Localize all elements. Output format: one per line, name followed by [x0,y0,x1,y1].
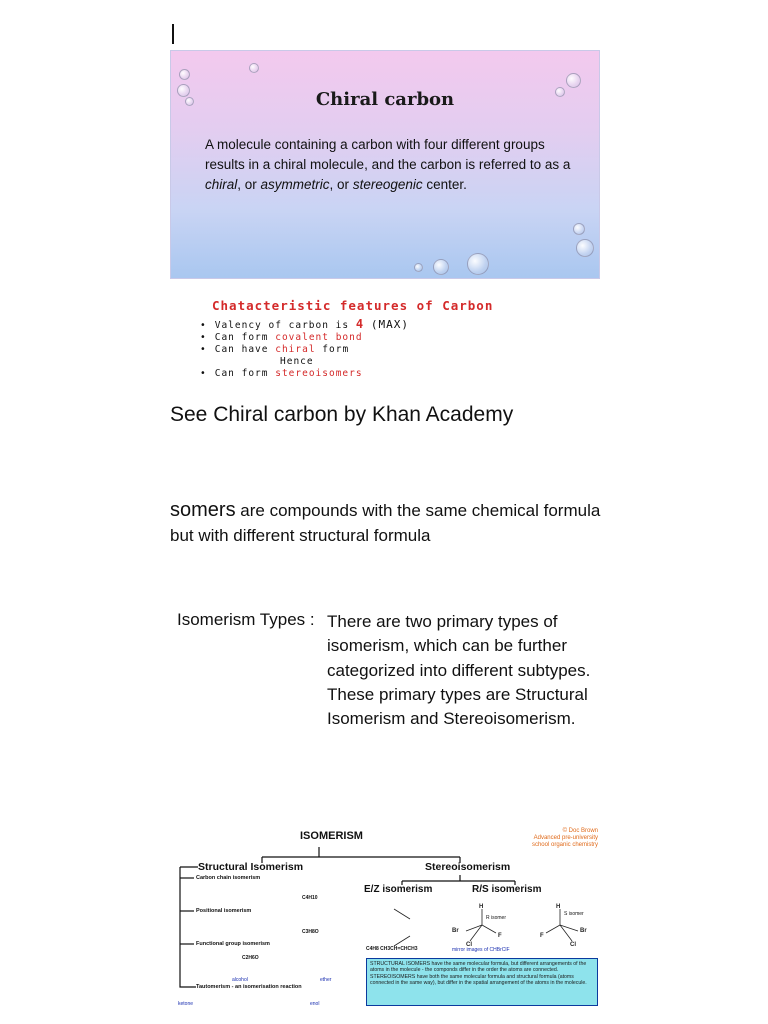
svg-text:F: F [540,933,544,939]
formula-c2h6o: C2H6O [242,955,259,961]
bubble-decoration [179,69,190,80]
list-item: • Can form stereoisomers [200,368,580,380]
mirror-images-label: mirror images of CHBrClF [452,947,510,953]
chiral-carbon-slide [170,50,600,279]
svg-text:Cl: Cl [570,942,576,948]
svg-text:H: H [556,904,561,910]
ketone-label: ketone [178,1001,194,1007]
isomers-explanation-note: STRUCTURAL ISOMERS have the same molecular formula, but different arrangements of the atoms in the molecule - the componds differ in the order the atoms are connected. STEREOISOMERS have both the same molecular formula and structural formula (atoms connected in the same way), but differ in the spatial arrangement of the atoms in the molecule. [366,958,598,1006]
ether-label: ether [320,977,332,983]
bubble-decoration [467,253,489,275]
isomers-definition: somers are compounds with the same chemical formula but with different structural formula [170,499,601,545]
bubble-decoration [576,239,594,257]
enol-label: enol [310,1001,320,1007]
stereoisomerism-label: Stereoisomerism [425,861,511,873]
molecular-formula-1: C4H10 [302,895,318,901]
bubble-decoration [566,73,581,88]
chain-isomerism-label: Carbon chain isomerism [196,875,261,881]
positional-isomerism-label: Positional isomerism [196,908,252,914]
ez-isomerism-label: E/Z isomerism [364,884,433,895]
structural-isomerism-label: Structural Isomerism [198,861,304,873]
functional-group-label: Functional group isomerism [196,941,270,947]
features-title: Chatacteristic features of Carbon [212,298,494,313]
molecular-formula-2: C3H8O [302,929,319,935]
bubble-decoration [414,263,423,272]
bubble-decoration [433,259,449,275]
features-list [200,318,580,380]
isomerism-types-text: There are two primary types of isomerism, which can be further categorized into different subtypes. These primary types are Structural Isomerism and Stereoisomerism. [327,612,591,729]
khan-academy-reference: See Chiral carbon by Khan Academy [170,403,514,426]
bubble-decoration [249,63,259,73]
diagram-credit: © Doc Brown Advanced pre-university school organic chemistry [531,828,598,848]
svg-text:F: F [498,933,502,939]
tautomerism-label: Tautomerism - an isomerisation reaction [196,984,302,990]
carbon-features-slide [200,298,580,379]
text-cursor [172,24,174,44]
rs-isomerism-label: R/S isomerism [472,884,542,895]
formula-c4h8: C4H8 CH3CH=CHCH3 [366,946,418,952]
slide-body: A molecule containing a carbon with four different groups results in a chiral molecule, and the carbon is referred to as a chiral, or asymmetric, or stereogenic center. [205,137,571,192]
list-item: Hence [280,356,314,367]
diagram-title: ISOMERISM [300,830,363,842]
list-item: • Valency of carbon is 4 (MAX) [200,318,580,332]
list-item: • Can form covalent bond [200,332,580,344]
svg-text:Cl: Cl [466,942,472,948]
svg-text:Br: Br [452,928,459,934]
svg-text:H: H [479,904,484,910]
r-isomer-label: R isomer [486,915,507,921]
s-isomer-label: S isomer [564,911,584,917]
alcohol-label: alcohol [232,977,248,983]
bubble-decoration [573,223,585,235]
svg-text:Br: Br [580,928,587,934]
isomerism-diagram [170,825,600,1015]
list-item: • Can have chiral form [200,344,580,356]
slide-title: Chiral carbon [315,89,455,110]
isomerism-types-label: Isomerism Types : [177,610,315,629]
